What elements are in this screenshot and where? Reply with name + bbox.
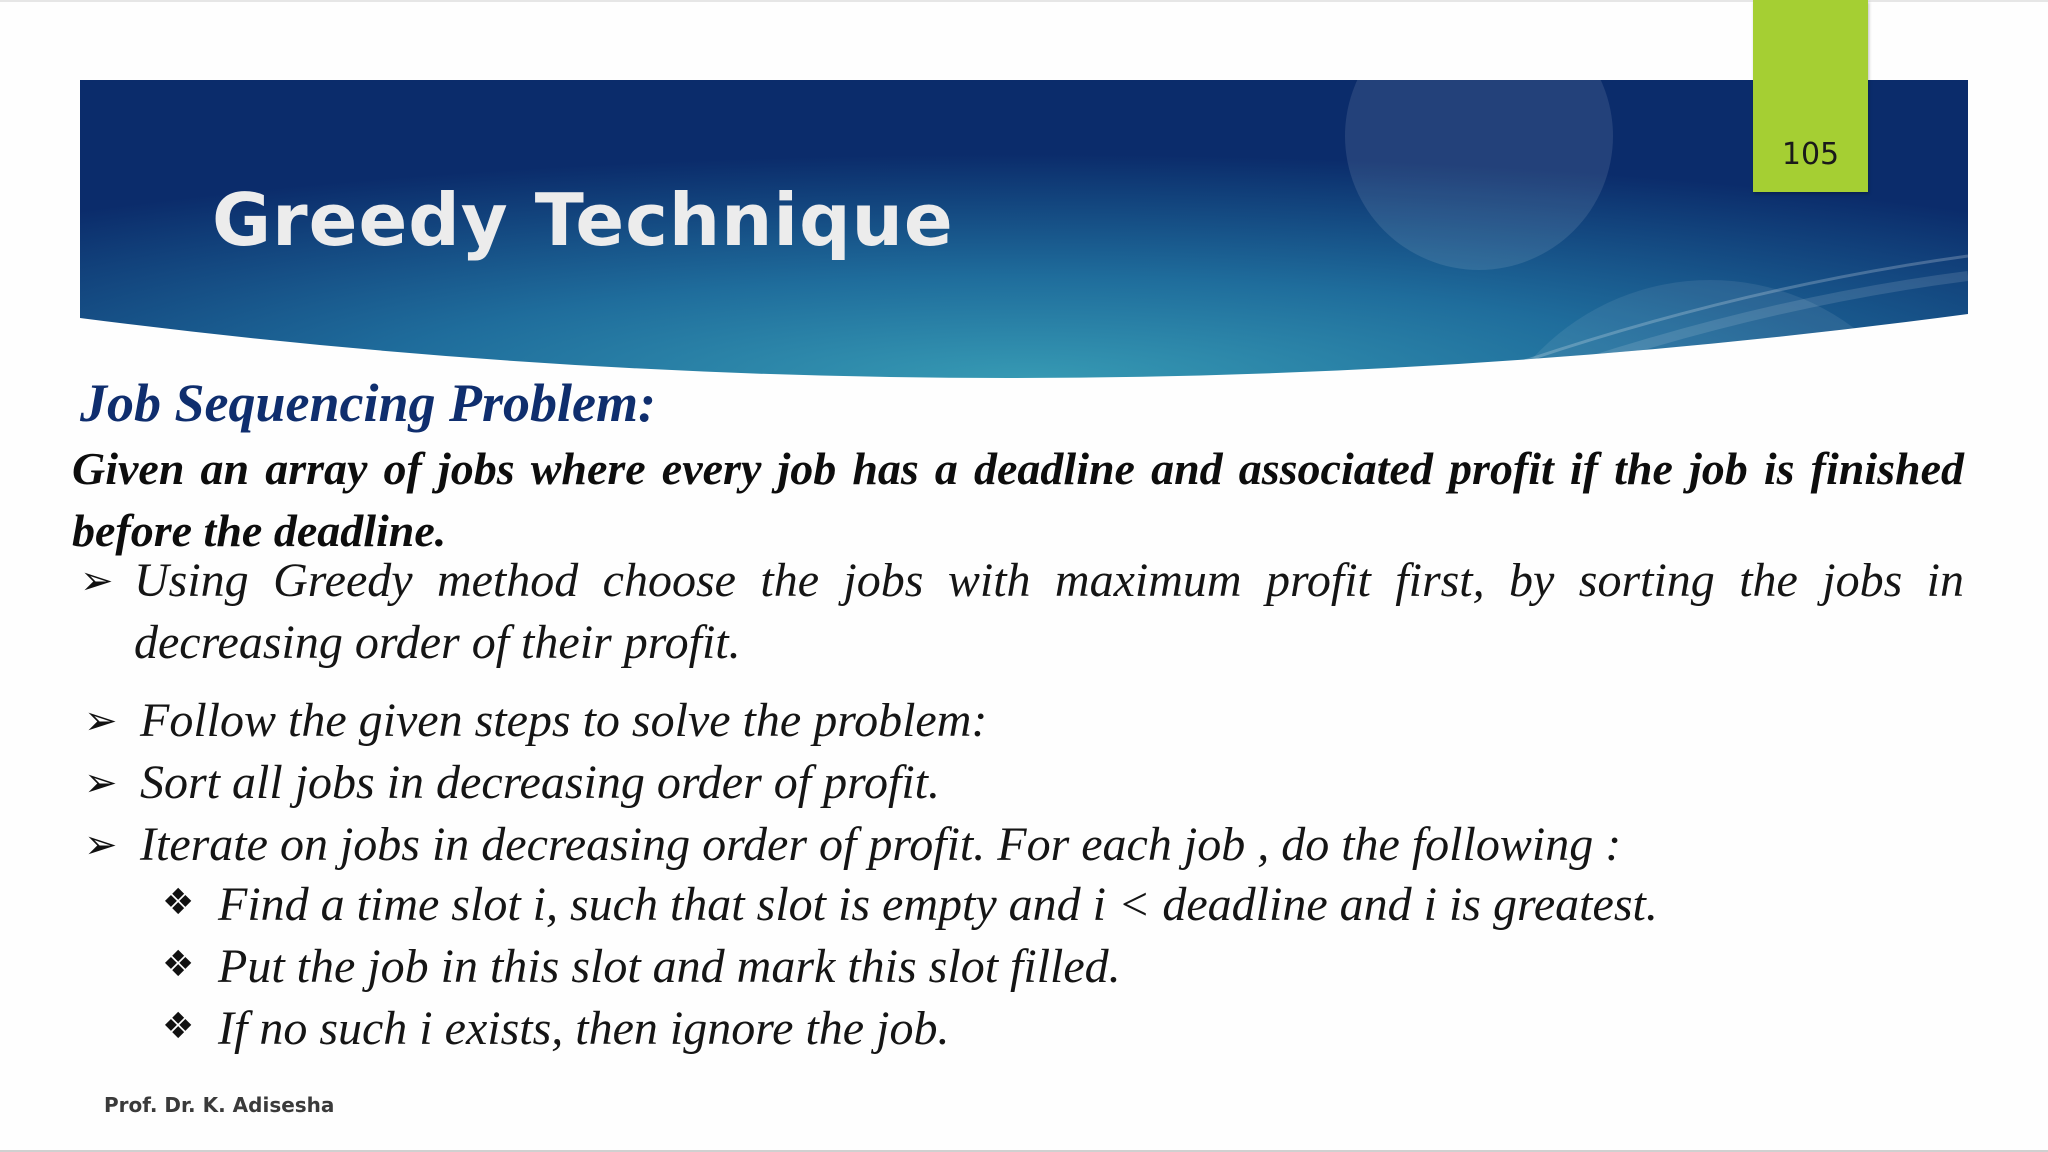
bullet-row [80, 550, 1964, 674]
section-heading: Job Sequencing Problem: [80, 373, 656, 433]
sub-step-item [162, 874, 1862, 936]
step-item [84, 752, 1944, 814]
slide-title: Greedy Technique [212, 178, 954, 262]
problem-statement: Given an array of jobs where every job has a deadline and associated profit if the job is finished before the deadline. [72, 443, 1964, 556]
arrowhead-bullet-icon: ➢ [80, 558, 114, 604]
sub-step-item [162, 998, 1862, 1060]
steps-list [84, 690, 1944, 876]
step-text: Sort all jobs in decreasing order of profit. [140, 756, 940, 809]
page-number-tab [1753, 0, 1868, 192]
main-bullet [80, 550, 1964, 674]
sub-step-item [162, 936, 1862, 998]
sub-steps-list [162, 874, 1862, 1060]
author-footer: Prof. Dr. K. Adisesha [104, 1093, 335, 1117]
arrowhead-bullet-icon: ➢ [84, 698, 118, 744]
step-text: Follow the given steps to solve the problem: [140, 694, 988, 747]
four-diamond-bullet-icon: ❖ [162, 882, 195, 923]
step-item [84, 814, 1944, 876]
arrowhead-bullet-icon: ➢ [84, 822, 118, 868]
four-diamond-bullet-icon: ❖ [162, 944, 195, 985]
step-text: Iterate on jobs in decreasing order of profit. For each job , do the following : [140, 818, 1622, 871]
sub-step-text: Put the job in this slot and mark this slot filled. [218, 940, 1121, 993]
bullet-text: Using Greedy method choose the jobs with maximum profit first, by sorting the jobs in decreasing order of their profit. [134, 554, 1964, 669]
step-item [84, 690, 1944, 752]
sub-step-text: Find a time slot i, such that slot is empty and i < deadline and i is greatest. [218, 878, 1658, 931]
four-diamond-bullet-icon: ❖ [162, 1006, 195, 1047]
sub-step-text: If no such i exists, then ignore the job. [218, 1002, 950, 1055]
page-number: 105 [1781, 137, 1840, 172]
arrowhead-bullet-icon: ➢ [84, 760, 118, 806]
